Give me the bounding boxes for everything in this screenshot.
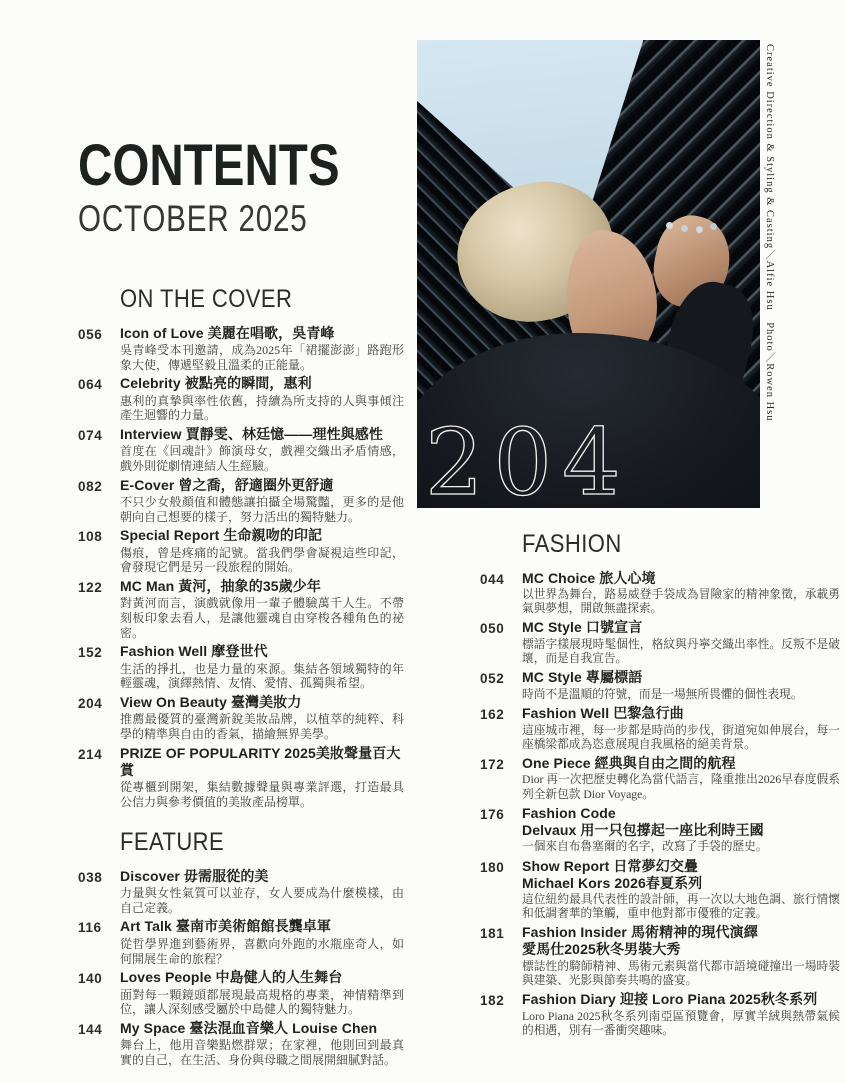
entry-page-number: 052 (480, 671, 505, 687)
toc-entry (480, 858, 840, 922)
entry-description: 時尚不是溫順的符號，而是一場無所畏懼的個性表現。 (522, 687, 803, 701)
entry-title: MC Style 口號宣言 (522, 619, 643, 636)
cover-photo (417, 40, 760, 508)
entry-title: Loves People 中島健人的人生舞台 (120, 969, 343, 986)
entry-title: Interview 賈靜雯、林廷憶——理性與感性 (120, 425, 383, 442)
photo-model-rings (666, 222, 673, 229)
entry-title: E-Cover 曾之喬，舒適圈外更舒適 (120, 476, 334, 493)
entry-page-number: 074 (78, 427, 103, 443)
entry-description: 傷痕，曾是疼痛的記號。當我們學會凝視這些印記，會發現它們是另一段旅程的開始。 (120, 545, 404, 575)
issue-date: OCTOBER 2025 (78, 198, 308, 240)
entry-description: 首度在《回魂計》飾演母女，戲裡交織出矛盾情感，戲外則從劇情連結人生經驗。 (120, 444, 404, 473)
entry-description: 這座城市裡，每一步都是時尚的步伐，街道宛如伸展台，每一座橋梁都成為恣意展現自我風格的絕美背景。 (522, 723, 840, 751)
entry-description: 惠利的真摯與率性依舊，持續為所支持的人與事傾注產生迴響的力量。 (120, 393, 404, 423)
section-feature (78, 829, 404, 1067)
toc-entry (78, 426, 404, 474)
entry-title: MC Choice 旅人心境 (522, 569, 656, 586)
toc-entry (480, 991, 840, 1038)
entry-title: PRIZE OF POPULARITY 2025美妝聲量百大賞 (120, 744, 401, 778)
entry-description: 不只少女般顏值和體態讓拍攝全場驚豔，更多的是他朝向自己想要的樣子，努力活出的獨特魅力。 (120, 495, 404, 524)
entry-page-number: 182 (480, 993, 505, 1009)
entry-page-number: 152 (78, 645, 103, 661)
photo-credit-vertical: Creative Direction & Styling & Casting／Alfie Hsu Photo／Rowen Hsu (764, 44, 775, 422)
toc-entry (480, 570, 840, 617)
toc-entry (78, 694, 404, 742)
toc-entry (480, 755, 840, 802)
entry-title: Celebrity 被點亮的瞬間，惠利 (120, 375, 312, 392)
entry-page-number: 044 (480, 571, 505, 587)
entry-page-number: 214 (78, 746, 103, 762)
entry-title-line2: 愛馬仕2025秋冬男裝大秀 (522, 941, 681, 958)
toc-entry (78, 477, 404, 525)
masthead (78, 133, 397, 240)
entry-title: MC Style 專屬標語 (522, 669, 643, 686)
section-heading: FEATURE (120, 828, 225, 857)
entry-description: 對黃河而言，演戲就像用一輩子體驗萬千人生。不帶刻板印象去看人，是讓他靈魂自由穿梭各種角色的祕密。 (120, 596, 404, 640)
toc-entry (78, 745, 404, 810)
toc-entry (78, 643, 404, 691)
toc-entry (480, 924, 840, 988)
toc-entry (78, 868, 404, 916)
entry-page-number: 122 (78, 579, 103, 595)
entry-title: Show Report 日常夢幻交疊 (522, 857, 699, 874)
entry-title: Fashion Well 巴黎急行曲 (522, 705, 684, 722)
entry-page-number: 082 (78, 478, 103, 494)
entry-description: 舞台上，他用音樂點燃群眾；在家裡，他則回到最真實的自己，在生活、身份與母職之間展開細膩對話。 (120, 1038, 404, 1067)
entry-description: 從哲學界進到藝術界，喜歡向外跑的水瓶座奇人，如何開展生命的旅程？ (120, 936, 404, 966)
section-on-the-cover (78, 286, 404, 809)
entry-page-number: 116 (78, 920, 102, 936)
entry-description: 面對每一顆鏡頭都展現最高規格的專業，神情精準到位，讓人深刻感受屬於中島健人的獨特魅力。 (120, 987, 404, 1017)
entry-description: 吳青峰受本刊邀請，成為2025年「裙擺澎澎」路跑形象大使，傳遞堅毅且溫柔的正能量。 (120, 343, 404, 372)
entry-description: 力量與女性氣質可以並存，女人要成為什麼模樣，由自己定義。 (120, 886, 404, 915)
page-title: CONTENTS (78, 133, 340, 198)
entry-title: Fashion Well 摩登世代 (120, 643, 268, 660)
entry-title-line2: Michael Kors 2026春夏系列 (522, 874, 703, 891)
toc-entry (480, 669, 840, 702)
entry-description: Loro Piana 2025秋冬系列南亞區預覽會，厚實羊絨與熱帶氣候的相遇，別有一番衝突趣味。 (522, 1009, 840, 1038)
toc-entry (480, 705, 840, 752)
entry-page-number: 172 (480, 756, 505, 772)
entry-description: 生活的掙扎，也是力量的來源。集結各領域獨特的年輕靈魂，演繹熱情、友情、愛情、孤獨與希望。 (120, 661, 404, 691)
entry-title: Art Talk 臺南市美術館館長龔卓軍 (120, 918, 331, 935)
entry-description: 以世界為舞台，路易威登手袋成為冒險家的精神象徵，承載勇氣與夢想，開啟無盡探索。 (522, 588, 840, 616)
toc-entry (78, 969, 404, 1017)
entry-page-number: 108 (78, 529, 103, 545)
entry-description: 推薦最優質的臺灣新銳美妝品牌，以植萃的純粹、科學的精準與自由的香氣，描繪無界美學。 (120, 712, 404, 741)
entry-description: Dior 再一次把歷史轉化為當代語言，隆重推出2026早春度假系列全新包款 Dior Voyage。 (522, 773, 840, 801)
entry-page-number: 180 (480, 859, 505, 875)
toc-entry (78, 527, 404, 575)
entry-page-number: 056 (78, 326, 103, 342)
entry-page-number: 162 (480, 707, 505, 723)
entry-title: Icon of Love 美麗在唱歌，吳青峰 (120, 324, 335, 341)
entry-page-number: 050 (480, 621, 505, 637)
entry-page-number: 181 (480, 926, 505, 942)
entry-title: Fashion Diary 迎接 Loro Piana 2025秋冬系列 (522, 991, 818, 1008)
toc-entry (78, 578, 404, 640)
entry-page-number: 140 (78, 971, 103, 987)
left-column (78, 286, 404, 1071)
entry-title: Fashion Insider 馬術精神的現代演繹 (522, 924, 758, 941)
entry-title: View On Beauty 臺灣美妝力 (120, 693, 302, 710)
entry-page-number: 064 (78, 377, 103, 393)
entry-title: One Piece 經典與自由之間的航程 (522, 754, 736, 771)
entry-title: Discover 毋需服從的美 (120, 867, 269, 884)
entry-title: My Space 臺法混血音樂人 Louise Chen (120, 1019, 378, 1036)
entry-description: 這位紐約最具代表性的設計師，再一次以大地色調、旅行情懷和低調奢華的筆觸，重申他對都市優雅的定義。 (522, 893, 840, 921)
toc-entry (480, 619, 840, 666)
entry-description: 從專櫃到開架，集結數據聲量與專業評選，打造最具公信力與參考價值的美妝產品榜單。 (120, 780, 404, 809)
entry-page-number: 176 (480, 806, 505, 822)
entry-title: Fashion Code (522, 804, 616, 821)
toc-entry (78, 1020, 404, 1068)
entry-page-number: 144 (78, 1021, 103, 1037)
entry-description: 標語字樣展現時髦個性，格紋與丹寧交織出率性。反叛不是破壞，而是自我宣告。 (522, 637, 840, 666)
entry-description: 標誌性的騎師精神、馬術元素與當代都市語境碰撞出一場時裝與建築、光影與節奏共鳴的盛宴。 (522, 959, 840, 988)
toc-entry (78, 918, 404, 966)
entry-title: Special Report 生命親吻的印記 (120, 527, 323, 544)
photo-page-number: 204 (425, 408, 631, 508)
entry-title-line2: Delvaux 用一只包撐起一座比利時王國 (522, 821, 764, 838)
section-fashion (480, 531, 840, 1041)
entry-description: 一個來自布魯塞爾的名字，改寫了手袋的歷史。 (522, 840, 768, 854)
entry-page-number: 204 (78, 695, 103, 711)
toc-entry (480, 805, 840, 855)
toc-entry (78, 325, 404, 373)
section-heading: ON THE COVER (120, 285, 293, 313)
section-heading: FASHION (522, 530, 622, 558)
entry-page-number: 038 (78, 869, 103, 885)
toc-entry (78, 375, 404, 423)
entry-title: MC Man 黃河，抽象的35歲少年 (120, 577, 321, 594)
